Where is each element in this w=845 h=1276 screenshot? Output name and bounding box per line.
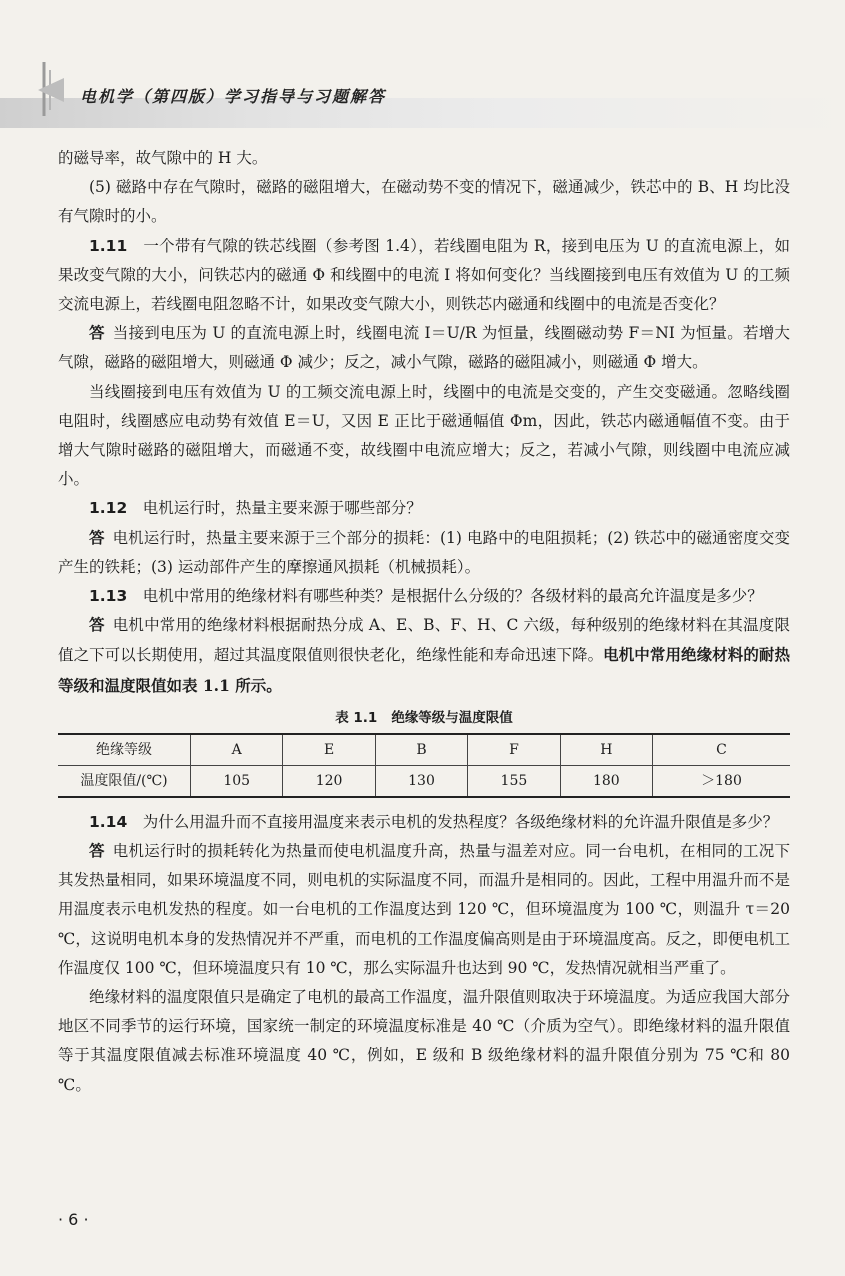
answer-text: 电机运行时的损耗转化为热量而使电机温度升高，热量与温差对应。同一台电机，在相同的工况下其发热量相同，如果环境温度不同，则电机的实际温度不同，而温升是相同的。因此，工程中用温升而不是用温度表示电机发热的程度。如一台电机的工作温度达到 120 ℃，但环境温度为 100 ℃，则温升 τ＝20 ℃，这说明电机本身的发热情况并不严重，而电机的工作温度偏高则是由于环境温度高。反之，即便电机工作温度仅 100 ℃，但环境温度只有 10 ℃，那么实际温升也达到 90 ℃，发热情况就相当严重了。 <box>58 842 790 977</box>
question-1-13 <box>58 582 790 611</box>
answer-text: 电机运行时，热量主要来源于三个部分的损耗：(1) 电路中的电阻损耗；(2) 铁芯中的磁通密度交变产生的铁耗；(3) 运动部件产生的摩擦通风损耗（机械损耗）。 <box>58 528 790 576</box>
table-cell-grade: A <box>191 734 283 766</box>
table-cell-grade: H <box>560 734 652 766</box>
question-number: 1.11 <box>89 236 128 255</box>
table-cell-limit: ＞180 <box>653 765 790 797</box>
answer-text: 电机中常用的绝缘材料根据耐热分成 A、E、B、F、H、C 六级，每种级别的绝缘材料在其温度限值之下可以长期使用，超过其温度限值则很快老化，绝缘性能和寿命迅速下降。 <box>58 616 790 665</box>
question-text: 电机运行时，热量主要来源于哪些部分？ <box>142 499 422 518</box>
answer-1-14 <box>58 837 790 983</box>
table-cell-limit: 155 <box>468 765 560 797</box>
header-decoration-icon <box>30 60 70 118</box>
table-row-header: 温度限值/(℃) <box>80 772 168 789</box>
page-number: · 6 · <box>58 1210 89 1229</box>
answer-1-11 <box>58 319 790 377</box>
question-1-14 <box>58 808 790 837</box>
insulation-grade-table <box>58 733 790 798</box>
answer-1-14-continued: 绝缘材料的温度限值只是确定了电机的最高工作温度，温升限值则取决于环境温度。为适应我国大部分地区不同季节的运行环境，国家统一制定的环境温度标准是 40 ℃（介质为空气）。即绝缘材料的温升限值等于其温度限值减去标准环境温度 40 ℃，例如，E 级和 B 级绝缘材料的温升限值分别为 75 ℃和 80 ℃。 <box>58 988 790 1094</box>
table-cell-grade: F <box>468 734 560 766</box>
answer-label: 答 <box>89 616 105 635</box>
table-cell-grade: C <box>653 734 790 766</box>
answer-label: 答 <box>89 324 105 343</box>
table-cell-grade: E <box>283 734 375 766</box>
answer-1-13 <box>58 611 790 701</box>
answer-label: 答 <box>89 842 105 861</box>
question-1-12 <box>58 494 790 523</box>
table-caption-title: 绝缘等级与温度限值 <box>391 709 513 726</box>
question-number: 1.13 <box>89 587 128 606</box>
answer-1-11-continued: 当线圈接到电压有效值为 U 的工频交流电源上时，线圈中的电流是交变的，产生交变磁通。忽略线圈电阻时，线圈感应电动势有效值 E＝U，又因 E 正比于磁通幅值 Φm，因此，铁芯内磁通幅值不变。由于增大气隙时磁路的磁阻增大，而磁通不变，故线圈中电流应增大；反之，若减小气隙，则线圈中电流应减小。 <box>58 382 790 489</box>
table-caption-number: 表 1.1 <box>335 709 378 726</box>
paragraph-point-5: (5) 磁路中存在气隙时，磁路的磁阻增大，在磁动势不变的情况下，磁通减少，铁芯中的 B、H 均比没有气隙时的小。 <box>58 178 790 226</box>
table-cell-limit: 130 <box>375 765 467 797</box>
table-row-header: 绝缘等级 <box>58 734 191 766</box>
table-cell-limit: 105 <box>191 765 283 797</box>
question-text: 为什么用温升而不直接用温度来表示电机的发热程度？各级绝缘材料的允许温升限值是多少？ <box>142 812 779 831</box>
question-1-11 <box>58 232 790 320</box>
table-row <box>58 765 790 797</box>
answer-1-12 <box>58 524 790 582</box>
answer-table-reference: 电机中常用绝缘材料的耐热等级和温度限值如表 1.1 所示。 <box>58 645 790 695</box>
paragraph-continuation: 的磁导率，故气隙中的 H 大。 <box>58 149 268 167</box>
answer-text: 当接到电压为 U 的直流电源上时，线圈电流 I＝U/R 为恒量，线圈磁动势 F＝NI 为恒量。若增大气隙，磁路的磁阻增大，则磁通 Φ 减少；反之，减小气隙，磁路的磁阻减小，则磁通 Φ 增大。 <box>58 324 790 372</box>
question-text: 电机中常用的绝缘材料有哪些种类？是根据什么分级的？各级材料的最高允许温度是多少？ <box>142 587 763 606</box>
question-number: 1.14 <box>89 812 128 831</box>
table-cell-limit: 180 <box>560 765 652 797</box>
question-number: 1.12 <box>89 499 128 518</box>
page-content <box>58 144 790 1100</box>
page-header <box>0 52 845 132</box>
table-cell-limit: 120 <box>283 765 375 797</box>
table-row <box>58 734 790 766</box>
question-text: 一个带有气隙的铁芯线圈（参考图 1.4），若线圈电阻为 R，接到电压为 U 的直流电源上，如果改变气隙的大小，问铁芯内的磁通 Φ 和线圈中的电流 I 将如何变化？当线圈接到电压有效值为 U 的工频交流电源上，若线圈电阻忽略不计，如果改变气隙大小，则铁芯内磁通和线圈中的电流是否变化？ <box>58 236 790 314</box>
table-cell-grade: B <box>375 734 467 766</box>
table-caption <box>58 701 790 733</box>
header-title: 电机学（第四版）学习指导与习题解答 <box>80 87 387 106</box>
answer-label: 答 <box>89 528 105 547</box>
